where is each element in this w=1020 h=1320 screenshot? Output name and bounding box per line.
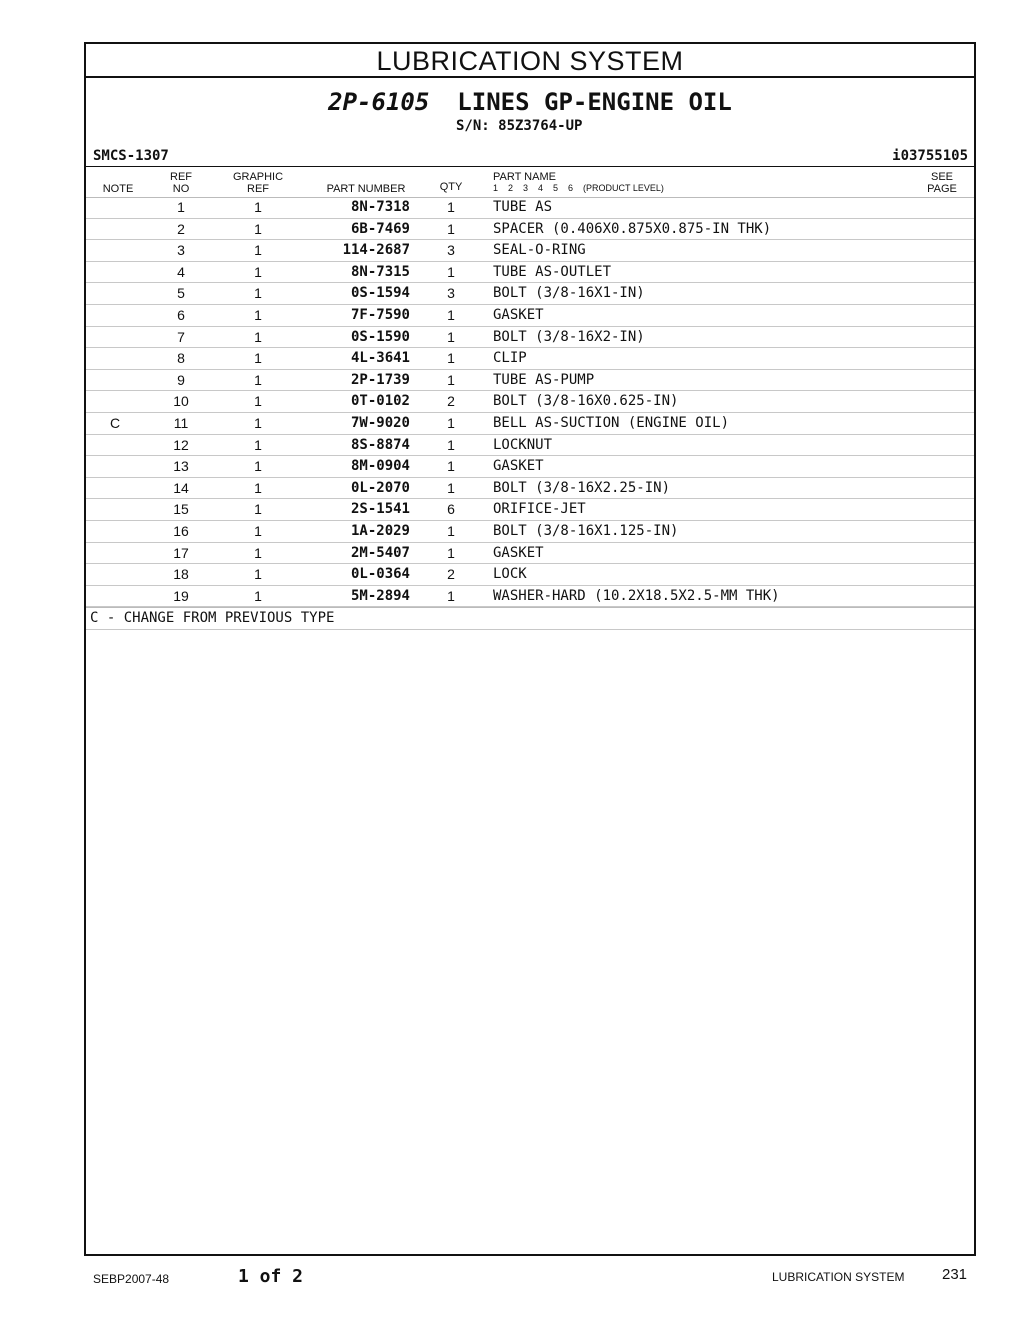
table-header <box>86 166 974 198</box>
table-row <box>86 283 974 305</box>
part-number-cell: 8S-8874 <box>350 436 410 453</box>
graphic-ref-cell: 1 <box>254 522 262 539</box>
table-row <box>86 219 974 241</box>
header-part-name: PART NAME <box>493 171 556 183</box>
ref-number-cell: 14 <box>173 479 189 496</box>
part-number-cell: 6B-7469 <box>350 220 410 237</box>
ref-number-cell: 17 <box>173 544 189 561</box>
note-cell: C <box>109 414 121 431</box>
part-number-cell: 0S-1590 <box>350 328 410 345</box>
graphic-ref-cell: 1 <box>254 436 262 453</box>
header-ref-top: REF <box>170 171 192 183</box>
graphic-ref-cell: 1 <box>254 306 262 323</box>
part-number-cell: 2S-1541 <box>350 501 410 518</box>
quantity-cell: 1 <box>447 306 455 323</box>
part-name-cell: GASKET <box>493 458 544 475</box>
part-name-cell: BOLT (3/8-16X2.25-IN) <box>493 479 671 496</box>
quantity-cell: 1 <box>447 263 455 280</box>
smcs-code: SMCS-1307 <box>93 148 169 164</box>
graphic-ref-cell: 1 <box>254 501 262 518</box>
ref-number-cell: 2 <box>177 220 185 237</box>
part-number-cell: 0L-0364 <box>350 566 410 583</box>
graphic-ref-cell: 1 <box>254 393 262 410</box>
group-name: LINES GP-ENGINE OIL <box>457 88 732 116</box>
ref-number-cell: 3 <box>177 242 185 259</box>
part-name-cell: SPACER (0.406X0.875X0.875-IN THK) <box>493 220 772 237</box>
part-name-cell: CLIP <box>493 350 527 367</box>
part-name-cell: BOLT (3/8-16X1.125-IN) <box>493 522 679 539</box>
part-name-cell: TUBE AS-OUTLET <box>493 263 612 280</box>
graphic-ref-cell: 1 <box>254 544 262 561</box>
table-row <box>86 478 974 500</box>
part-name-cell: TUBE AS-PUMP <box>493 371 595 388</box>
part-name-cell: GASKET <box>493 306 544 323</box>
footer-page-number: 231 <box>942 1266 968 1283</box>
part-name-cell: ORIFICE-JET <box>493 501 586 518</box>
part-name-cell: BOLT (3/8-16X1-IN) <box>493 285 645 302</box>
graphic-ref-cell: 1 <box>254 328 262 345</box>
part-number-cell: 114-2687 <box>342 242 410 259</box>
table-row <box>86 327 974 349</box>
parts-table <box>86 197 974 630</box>
quantity-cell: 1 <box>447 199 455 215</box>
table-row <box>86 197 974 219</box>
ref-number-cell: 19 <box>173 587 189 604</box>
header-graphic-top: GRAPHIC <box>232 171 284 183</box>
table-row <box>86 262 974 284</box>
part-number-cell: 8N-7315 <box>350 263 410 280</box>
table-row <box>86 348 974 370</box>
ref-number-cell: 16 <box>173 522 189 539</box>
group-part-number: 2P-6105 <box>328 88 430 116</box>
part-number-cell: 7F-7590 <box>350 306 410 323</box>
table-row <box>86 413 974 435</box>
header-qty: QTY <box>439 181 463 193</box>
table-row <box>86 499 974 521</box>
quantity-cell: 3 <box>447 242 455 259</box>
header-part-number: PART NUMBER <box>326 183 406 195</box>
part-number-cell: 0L-2070 <box>350 479 410 496</box>
graphic-ref-cell: 1 <box>254 263 262 280</box>
header-see-bottom: PAGE <box>927 183 957 195</box>
quantity-cell: 1 <box>447 414 455 431</box>
part-name-cell: BOLT (3/8-16X2-IN) <box>493 328 645 345</box>
quantity-cell: 2 <box>447 566 455 583</box>
quantity-cell: 6 <box>447 501 455 518</box>
quantity-cell: 1 <box>447 371 455 388</box>
part-name-cell: WASHER-HARD (10.2X18.5X2.5-MM THK) <box>493 587 780 604</box>
graphic-ref-cell: 1 <box>254 285 262 302</box>
parts-page-frame <box>84 42 976 1256</box>
illustration-id: i03755105 <box>892 148 968 164</box>
part-number-cell: 7W-9020 <box>350 414 410 431</box>
quantity-cell: 1 <box>447 350 455 367</box>
graphic-ref-cell: 1 <box>254 350 262 367</box>
graphic-ref-cell: 1 <box>254 242 262 259</box>
footer-page-of: 1 of 2 <box>238 1266 304 1287</box>
ref-number-cell: 18 <box>173 566 189 583</box>
footer-doc-number: SEBP2007-48 <box>93 1272 170 1286</box>
part-name-cell: BELL AS-SUCTION (ENGINE OIL) <box>493 414 730 431</box>
table-row <box>86 564 974 586</box>
table-row <box>86 240 974 262</box>
quantity-cell: 1 <box>447 328 455 345</box>
table-row <box>86 370 974 392</box>
part-number-cell: 8M-0904 <box>350 458 410 475</box>
quantity-cell: 1 <box>447 544 455 561</box>
part-name-cell: BOLT (3/8-16X0.625-IN) <box>493 393 679 410</box>
ref-number-cell: 6 <box>177 306 185 323</box>
quantity-cell: 1 <box>447 479 455 496</box>
ref-number-cell: 7 <box>177 328 185 345</box>
quantity-cell: 1 <box>447 436 455 453</box>
ref-number-cell: 11 <box>173 414 189 431</box>
ref-number-cell: 1 <box>177 199 185 215</box>
ref-number-cell: 4 <box>177 263 185 280</box>
header-graphic-bottom: REF <box>247 183 269 195</box>
part-number-cell: 0S-1594 <box>350 285 410 302</box>
ref-number-cell: 12 <box>173 436 189 453</box>
graphic-ref-cell: 1 <box>254 414 262 431</box>
table-row <box>86 456 974 478</box>
graphic-ref-cell: 1 <box>254 479 262 496</box>
part-name-cell: TUBE AS <box>493 199 553 215</box>
part-number-cell: 5M-2894 <box>350 587 410 604</box>
ref-number-cell: 13 <box>173 458 189 475</box>
table-row <box>86 391 974 413</box>
part-name-cell: GASKET <box>493 544 544 561</box>
part-number-cell: 2P-1739 <box>350 371 410 388</box>
header-note: NOTE <box>102 183 134 195</box>
table-row <box>86 305 974 327</box>
part-name-cell: LOCKNUT <box>493 436 553 453</box>
section-title: LUBRICATION SYSTEM <box>86 44 974 78</box>
group-title <box>86 88 974 116</box>
part-number-cell: 1A-2029 <box>350 522 410 539</box>
graphic-ref-cell: 1 <box>254 199 262 215</box>
note-legend: C - CHANGE FROM PREVIOUS TYPE <box>86 607 974 630</box>
quantity-cell: 1 <box>447 522 455 539</box>
part-name-cell: LOCK <box>493 566 527 583</box>
ref-number-cell: 9 <box>177 371 185 388</box>
graphic-ref-cell: 1 <box>254 587 262 604</box>
part-number-cell: 2M-5407 <box>350 544 410 561</box>
quantity-cell: 2 <box>447 393 455 410</box>
part-name-cell: SEAL-O-RING <box>493 242 586 259</box>
table-row <box>86 435 974 457</box>
ref-number-cell: 8 <box>177 350 185 367</box>
header-product-level: 1 2 3 4 5 6 (PRODUCT LEVEL) <box>493 183 664 193</box>
table-row <box>86 586 974 608</box>
table-row <box>86 543 974 565</box>
ref-number-cell: 5 <box>177 285 185 302</box>
part-number-cell: 8N-7318 <box>350 199 410 215</box>
quantity-cell: 3 <box>447 285 455 302</box>
ref-number-cell: 10 <box>173 393 189 410</box>
header-ref-bottom: NO <box>172 183 190 195</box>
header-see-top: SEE <box>930 171 953 183</box>
part-number-cell: 0T-0102 <box>350 393 410 410</box>
quantity-cell: 1 <box>447 587 455 604</box>
graphic-ref-cell: 1 <box>254 220 262 237</box>
quantity-cell: 1 <box>447 220 455 237</box>
part-number-cell: 4L-3641 <box>350 350 410 367</box>
graphic-ref-cell: 1 <box>254 566 262 583</box>
ref-number-cell: 15 <box>173 501 189 518</box>
footer-section: LUBRICATION SYSTEM <box>772 1270 905 1284</box>
quantity-cell: 1 <box>447 458 455 475</box>
graphic-ref-cell: 1 <box>254 371 262 388</box>
serial-range: S/N: 85Z3764-UP <box>456 118 583 134</box>
table-row <box>86 521 974 543</box>
graphic-ref-cell: 1 <box>254 458 262 475</box>
